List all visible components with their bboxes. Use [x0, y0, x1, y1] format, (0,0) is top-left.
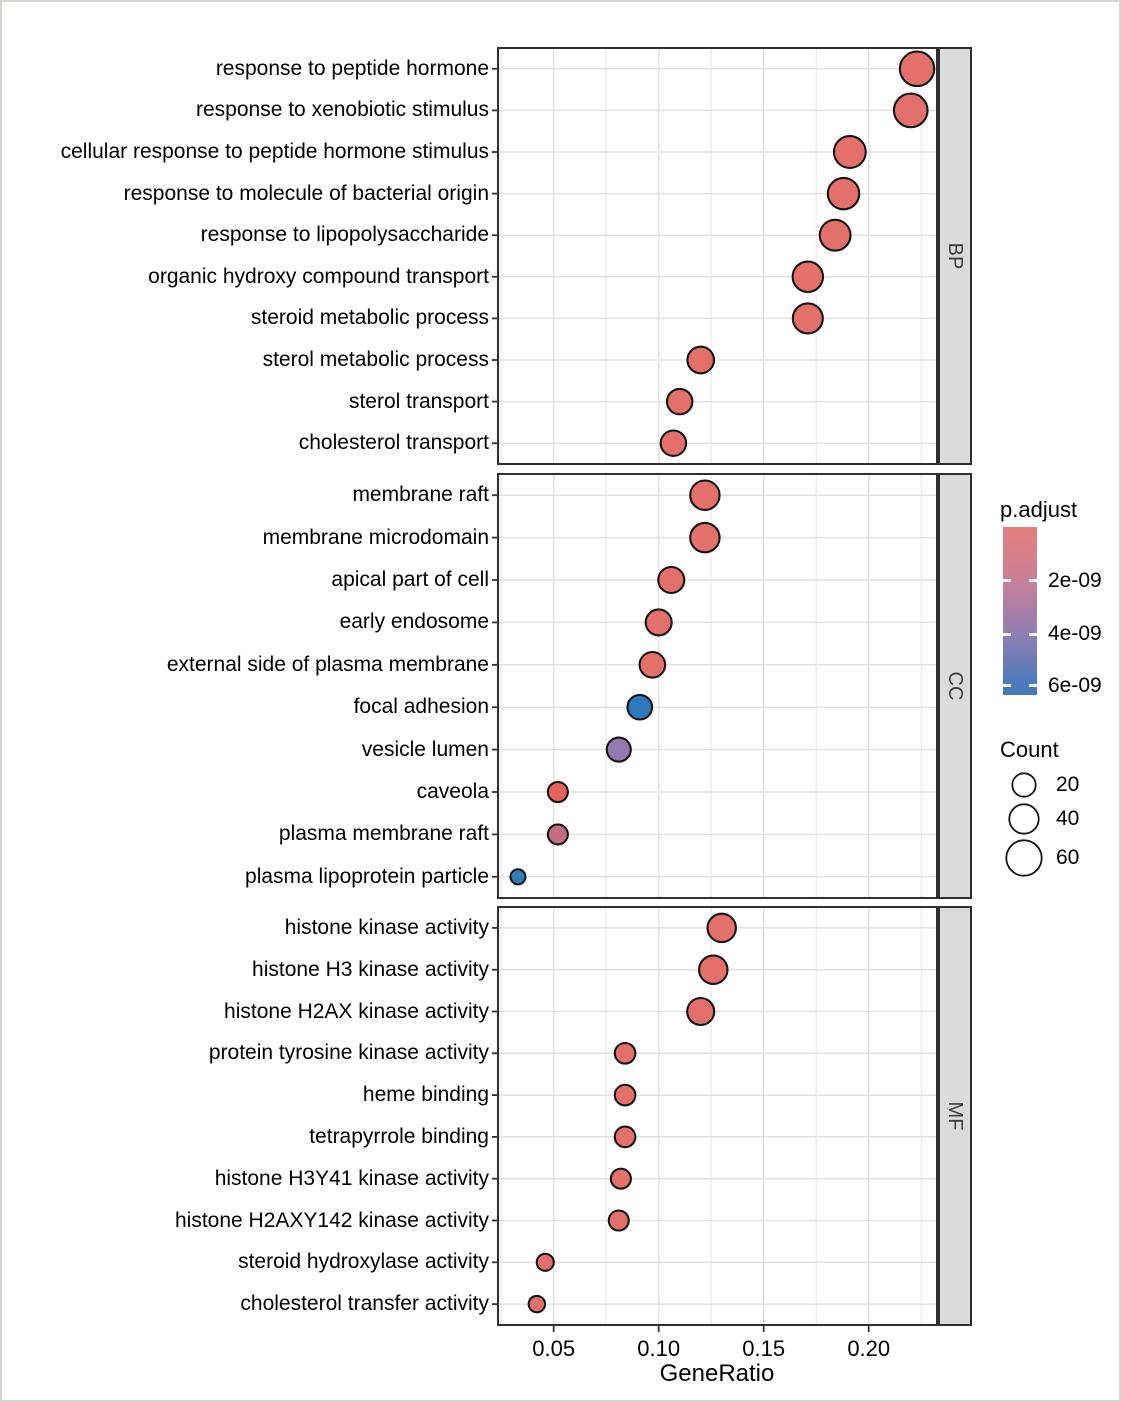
dot-mf-1	[708, 914, 736, 942]
category-label: histone H2AX kinase activity	[224, 999, 489, 1023]
dot-mf-7	[611, 1169, 631, 1189]
dot-cc-10	[510, 869, 525, 884]
category-label: sterol transport	[348, 389, 489, 413]
count-legend-circle	[1009, 804, 1038, 833]
colorbar-tick-label: 4e-09	[1048, 622, 1102, 646]
colorbar-tick	[1029, 633, 1037, 636]
category-label: response to peptide hormone	[215, 56, 489, 80]
dot-bp-7	[793, 303, 823, 333]
dot-mf-4	[615, 1043, 636, 1064]
category-label: response to lipopolysaccharide	[200, 223, 489, 247]
category-label: focal adhesion	[353, 695, 489, 719]
dot-mf-6	[615, 1127, 636, 1148]
category-label: histone H3 kinase activity	[252, 957, 489, 981]
dot-bp-2	[894, 94, 928, 128]
colorbar-tick	[1029, 684, 1037, 687]
category-label: organic hydroxy compound transport	[148, 264, 489, 288]
category-label: histone H2AXY142 kinase activity	[174, 1208, 489, 1232]
dot-cc-1	[690, 481, 719, 510]
category-label: plasma membrane raft	[278, 822, 489, 846]
category-label: histone H3Y41 kinase activity	[214, 1166, 489, 1190]
x-tick-label: 0.10	[637, 1336, 681, 1361]
dot-cc-4	[646, 609, 672, 635]
count-legend-label: 40	[1056, 807, 1080, 830]
category-label: histone kinase activity	[284, 915, 489, 939]
colorbar-tick	[1003, 633, 1011, 636]
category-label: plasma lipoprotein particle	[245, 864, 489, 888]
padjust-legend-title: p.adjust	[1000, 497, 1078, 522]
dot-bp-5	[820, 220, 851, 251]
padjust-colorbar	[1003, 527, 1037, 695]
category-label: response to xenobiotic stimulus	[196, 98, 489, 122]
dot-bp-6	[793, 262, 823, 292]
dot-cc-2	[690, 523, 719, 552]
count-legend-label: 60	[1056, 846, 1080, 869]
category-label: sterol metabolic process	[262, 348, 489, 371]
x-tick-label: 0.20	[847, 1336, 891, 1361]
category-label: tetrapyrrole binding	[309, 1124, 489, 1148]
x-axis-title: GeneRatio	[659, 1360, 775, 1387]
category-label: protein tyrosine kinase activity	[208, 1041, 489, 1065]
category-label: early endosome	[339, 610, 489, 634]
category-label: steroid metabolic process	[250, 306, 489, 330]
category-label: cellular response to peptide hormone stimulus	[60, 140, 489, 163]
colorbar-tick-label: 2e-09	[1048, 568, 1102, 592]
category-label: vesicle lumen	[361, 737, 489, 761]
category-label: cholesterol transfer activity	[240, 1292, 489, 1316]
dot-mf-5	[615, 1085, 636, 1106]
dot-bp-1	[900, 52, 934, 86]
dot-mf-3	[687, 998, 714, 1025]
category-label: steroid hydroxylase activity	[238, 1250, 489, 1274]
dot-mf-10	[529, 1296, 545, 1312]
facet-strip-label: MF	[944, 1101, 966, 1131]
colorbar-tick	[1003, 684, 1011, 687]
facet-strip-label: BP	[944, 242, 966, 270]
category-label: cholesterol transport	[298, 431, 489, 455]
x-tick-label: 0.05	[532, 1336, 576, 1361]
category-label: external side of plasma membrane	[166, 652, 489, 676]
category-label: membrane raft	[352, 483, 489, 507]
dot-mf-8	[609, 1211, 629, 1231]
category-label: response to molecule of bacterial origin	[123, 181, 489, 205]
count-legend-title: Count	[1000, 737, 1059, 762]
dot-cc-3	[658, 567, 684, 593]
dot-cc-6	[627, 695, 652, 720]
facet-strip-label: CC	[944, 671, 966, 701]
dot-bp-3	[834, 136, 866, 168]
dot-mf-2	[699, 956, 727, 984]
count-legend-label: 20	[1056, 773, 1080, 796]
dot-cc-5	[640, 652, 666, 678]
count-legend-circle	[1006, 840, 1041, 875]
colorbar-tick	[1003, 579, 1011, 582]
colorbar-tick	[1029, 579, 1037, 582]
category-label: heme binding	[362, 1083, 489, 1107]
colorbar-tick-label: 6e-09	[1048, 673, 1102, 697]
dot-cc-8	[548, 782, 568, 802]
dot-bp-9	[667, 389, 692, 414]
dot-cc-9	[548, 824, 568, 844]
dot-bp-8	[687, 347, 714, 374]
count-legend-circle	[1012, 773, 1035, 796]
dot-bp-4	[828, 178, 859, 209]
category-label: apical part of cell	[331, 568, 489, 591]
dot-bp-10	[661, 431, 686, 456]
category-label: caveola	[416, 780, 489, 803]
dot-cc-7	[607, 738, 631, 762]
category-label: membrane microdomain	[262, 525, 489, 549]
dot-mf-9	[537, 1254, 554, 1271]
x-tick-label: 0.15	[742, 1336, 786, 1361]
